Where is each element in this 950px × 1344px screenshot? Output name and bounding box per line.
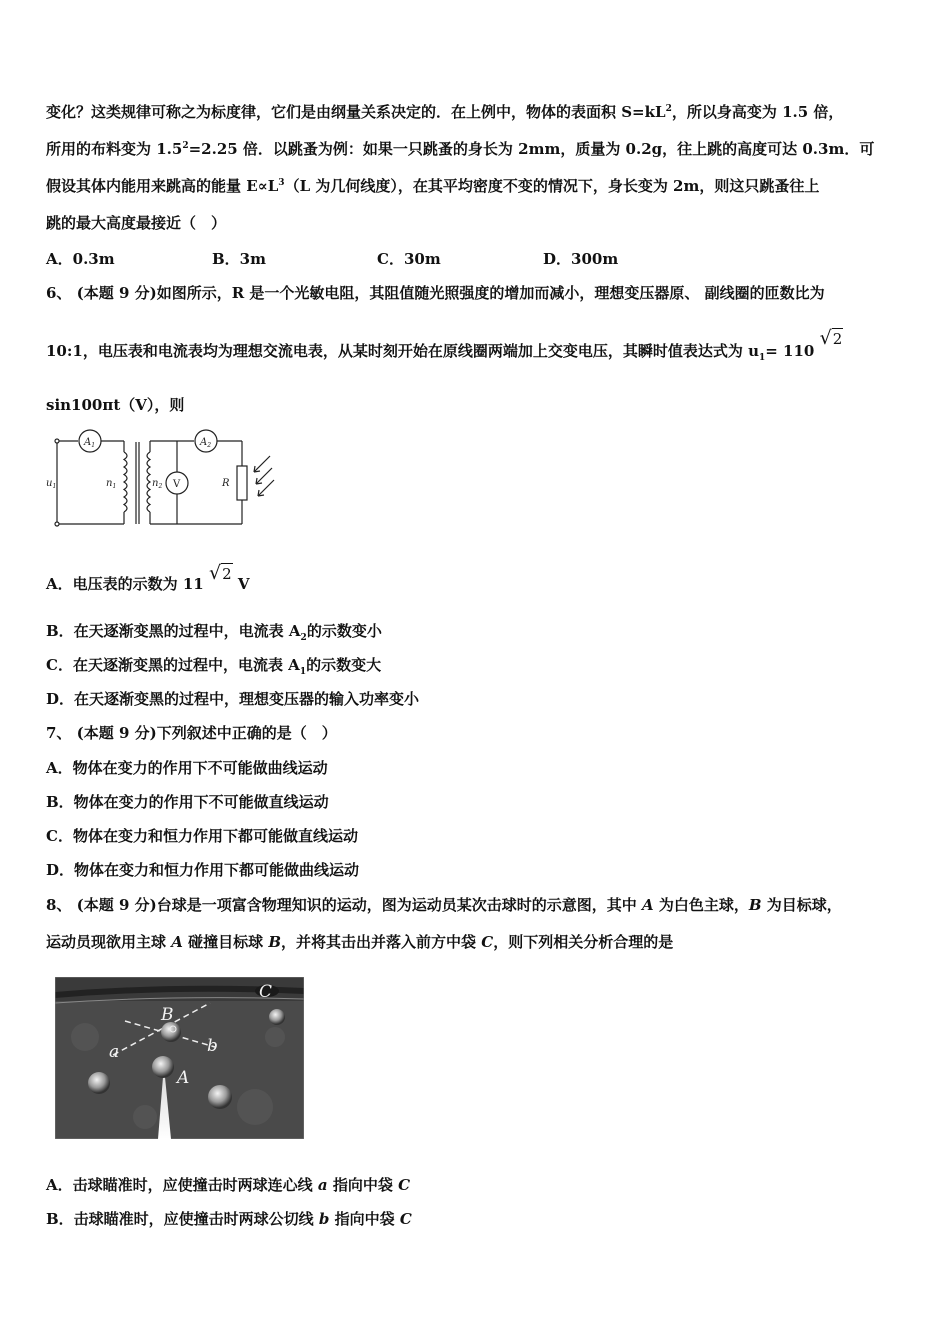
q5-text-line-2: 所用的布料变为 $1.5^2=2.25$ 倍．以跳蚤为例：如果一只跳蚤的身长为 2mm，质量为 0.2g，往上跳的高度可达 0.3m．可 bbox=[46, 140, 875, 158]
q5-option-c[interactable]: C．30m bbox=[377, 250, 441, 268]
q7-option-d[interactable]: D．物体在变力和恒力作用下都可能做曲线运动 bbox=[46, 861, 360, 879]
resistor-r-label: R bbox=[222, 478, 230, 489]
sqrt-expression: √2 bbox=[819, 327, 843, 349]
q7-option-a[interactable]: A．物体在变力的作用下不可能做曲线运动 bbox=[46, 759, 328, 777]
u1-label: $u_1$ bbox=[46, 478, 57, 490]
q6-option-a[interactable]: A．电压表的示数为 11 √2 V bbox=[46, 562, 250, 593]
ball-b-label: B bbox=[161, 1005, 174, 1025]
q5-option-b[interactable]: B．3m bbox=[212, 250, 266, 268]
billiards-photo bbox=[55, 977, 304, 1139]
q6-option-c[interactable]: C．在天逐渐变黑的过程中，电流表 $A_1$的示数变大 bbox=[46, 656, 382, 677]
q5-text-line-3: 假设其体内能用来跳高的能量 $E\propto L^3(L$ 为几何线度），在其平均密度不变的情况下，身长变为 2m，则这只跳蚤往上 bbox=[46, 177, 820, 195]
q6-option-b[interactable]: B．在天逐渐变黑的过程中，电流表 $A_2$的示数变小 bbox=[46, 622, 382, 643]
q8-option-b[interactable]: B．击球瞄准时，应使撞击时两球公切线 b 指向中袋 C bbox=[46, 1210, 412, 1228]
sqrt-expression: √2 bbox=[208, 562, 232, 584]
pocket-c-label: C bbox=[259, 982, 273, 1002]
line-b-label: b bbox=[207, 1036, 218, 1056]
n1-label: $n_1$ bbox=[106, 478, 117, 490]
q5-option-a[interactable]: A．0.3m bbox=[46, 250, 115, 268]
q7-stem: 7、 (本题 9 分)下列叙述中正确的是（ ） bbox=[46, 724, 337, 742]
q6-stem-line-1: 6、 (本题 9 分)如图所示，R 是一个光敏电阻，其阻值随光照强度的增加而减小，理想变压器原、 副线圈的匝数比为 bbox=[46, 284, 825, 302]
q8-stem-line-2: 运动员现欲用主球 A 碰撞目标球 B，并将其击出并落入前方中袋 C，则下列相关分析合理的是 bbox=[46, 933, 674, 951]
q5-option-d[interactable]: D．300m bbox=[543, 250, 619, 268]
q5-text-line-1: 变化？这类规律可称之为标度律，它们是由纲量关系决定的．在上例中，物体的表面积 $S=kL^2$，所以身高变为 1.5 倍， bbox=[46, 103, 844, 121]
voltmeter-label: V bbox=[173, 479, 181, 490]
q5-text-line-4: 跳的最大高度最接近（ ） bbox=[46, 214, 227, 232]
q6-option-d[interactable]: D．在天逐渐变黑的过程中，理想变压器的输入功率变小 bbox=[46, 690, 420, 708]
line-a-label: a bbox=[109, 1042, 120, 1062]
q6-stem-line-3: sin100πt（V），则 bbox=[46, 396, 185, 414]
n2-label: $n_2$ bbox=[152, 478, 163, 490]
ammeter-a1-label: $A_1$ bbox=[84, 437, 96, 449]
ammeter-a2-label: $A_2$ bbox=[200, 437, 212, 449]
q6-stem-line-2: 10:1，电压表和电流表均为理想交流电表，从某时刻开始在原线圈两端加上交变电压，其瞬时值表达式为 $u_1= 110$ √2 bbox=[46, 327, 843, 363]
q7-option-b[interactable]: B．物体在变力的作用下不可能做直线运动 bbox=[46, 793, 329, 811]
transformer-circuit-diagram bbox=[44, 428, 284, 532]
q7-option-c[interactable]: C．物体在变力和恒力作用下都可能做直线运动 bbox=[46, 827, 358, 845]
q8-stem-line-1: 8、 (本题 9 分)台球是一项富含物理知识的运动，图为运动员某次击球时的示意图，其中 A 为白色主球，B 为目标球， bbox=[46, 896, 842, 914]
q8-option-a[interactable]: A．击球瞄准时，应使撞击时两球连心线 a 指向中袋 C bbox=[46, 1176, 411, 1194]
ball-a-label: A bbox=[177, 1068, 190, 1088]
